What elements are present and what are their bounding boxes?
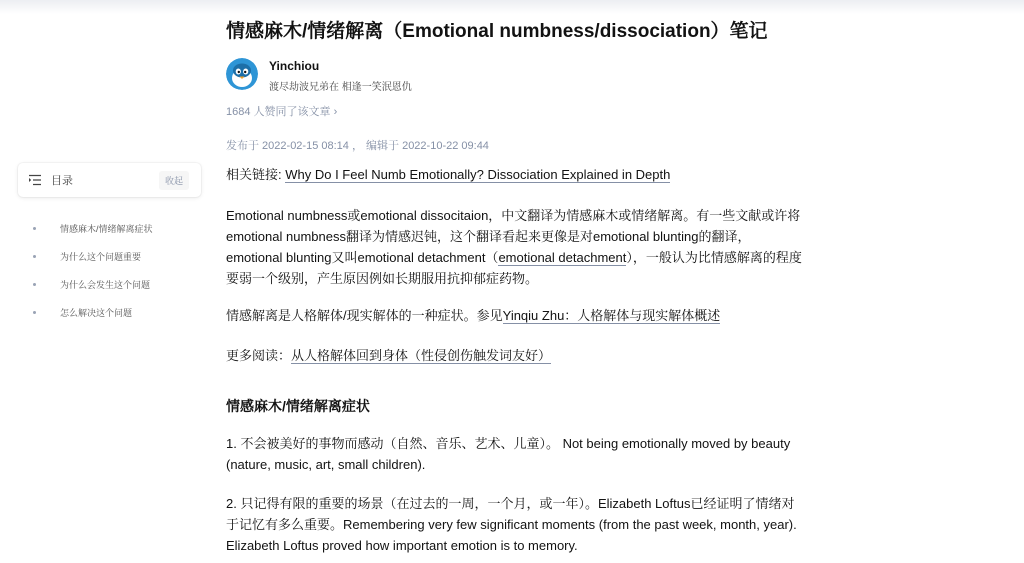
- article-title: 情感麻木/情绪解离（Emotional numbness/dissociation）笔记: [226, 21, 768, 42]
- paragraph-text: Emotional numbness或emotional dissocitaion，中文翻译为情感麻木或情绪解离。有一些文献或许将emotional numbness翻译为情感迟钝，这个翻译看起来更像是对emotional blunting的翻译，emotional blunting又叫emotional detachment（: [226, 208, 801, 265]
- paragraph-prefix: 情感解离是人格解体/现实解体的一种症状。参见: [226, 308, 503, 323]
- toc-header: [18, 163, 201, 197]
- author-block: [226, 58, 412, 93]
- toc-collapse-button[interactable]: 收起: [159, 171, 189, 190]
- author-bio: 渡尽劫波兄弟在 相逢一笑泯恩仇: [269, 82, 412, 93]
- toc-title: 目录: [51, 175, 73, 187]
- further-reading-link[interactable]: 从人格解体回到身体（性侵创伤触发词友好）: [291, 348, 552, 363]
- emotional-detachment-link[interactable]: emotional detachment: [498, 250, 627, 265]
- toc-item-label: 为什么会发生这个问题: [60, 279, 151, 290]
- paragraph-prefix: 更多阅读：: [226, 348, 292, 363]
- depersonalization-paragraph: [226, 305, 804, 326]
- avatar[interactable]: [226, 58, 258, 90]
- depersonalization-link[interactable]: Yinqiu Zhu：人格解体与现实解体概述: [502, 308, 721, 323]
- symptom-item: 2. 只记得有限的重要的场景（在过去的一周，一个月，或一年）。Elizabeth Loftus已经证明了情绪对于记忆有多么重要。Remembering very few significant moments (from the past week, month, year). Elizabeth Loftus proved how important emotion is to memory.: [226, 496, 797, 553]
- toc-item-label: 为什么这个问题重要: [60, 251, 142, 262]
- toc-item[interactable]: [18, 214, 208, 242]
- bullet-icon: [33, 227, 36, 230]
- list-indent-icon: [28, 173, 42, 187]
- likes-count: 1684 人赞同了该文章: [226, 106, 331, 118]
- likes-link[interactable]: [226, 103, 337, 119]
- intro-paragraph: [226, 205, 804, 289]
- paragraph-text: ），一般认为比情感解离的程度要弱一个级别，产生原因例如长期服用抗抑郁症药物。: [226, 250, 802, 286]
- toc-list: [18, 214, 208, 326]
- bullet-icon: [33, 283, 36, 286]
- toc-item[interactable]: [18, 242, 208, 270]
- toc-item-label: 怎么解决这个问题: [60, 307, 133, 318]
- toc-item[interactable]: [18, 270, 208, 298]
- paragraph-prefix: 相关链接:: [226, 167, 286, 182]
- publish-meta: 发布于 2022-02-15 08:14 ， 编辑于 2022-10-22 09:44: [226, 140, 489, 152]
- penguin-avatar-icon: [226, 58, 258, 90]
- related-link[interactable]: Why Do I Feel Numb Emotionally? Dissociation Explained in Depth: [285, 167, 671, 182]
- related-link-paragraph: [226, 164, 804, 185]
- top-shade: [0, 0, 1024, 14]
- author-name[interactable]: Yinchiou: [269, 59, 320, 73]
- section-heading-symptoms: 情感麻木/情绪解离症状: [226, 398, 370, 414]
- toc-item-label: 情感麻木/情绪解离症状: [60, 223, 153, 234]
- author-info: [269, 58, 412, 93]
- symptom-item: 1. 不会被美好的事物而感动（自然、音乐、艺术、儿童）。 Not being emotionally moved by beauty (nature, music, art, small children).: [226, 436, 791, 472]
- chevron-right-icon: ›: [333, 106, 338, 118]
- bullet-icon: [33, 311, 36, 314]
- bullet-icon: [33, 255, 36, 258]
- further-reading-paragraph: [226, 345, 804, 366]
- toc-item[interactable]: [18, 298, 208, 326]
